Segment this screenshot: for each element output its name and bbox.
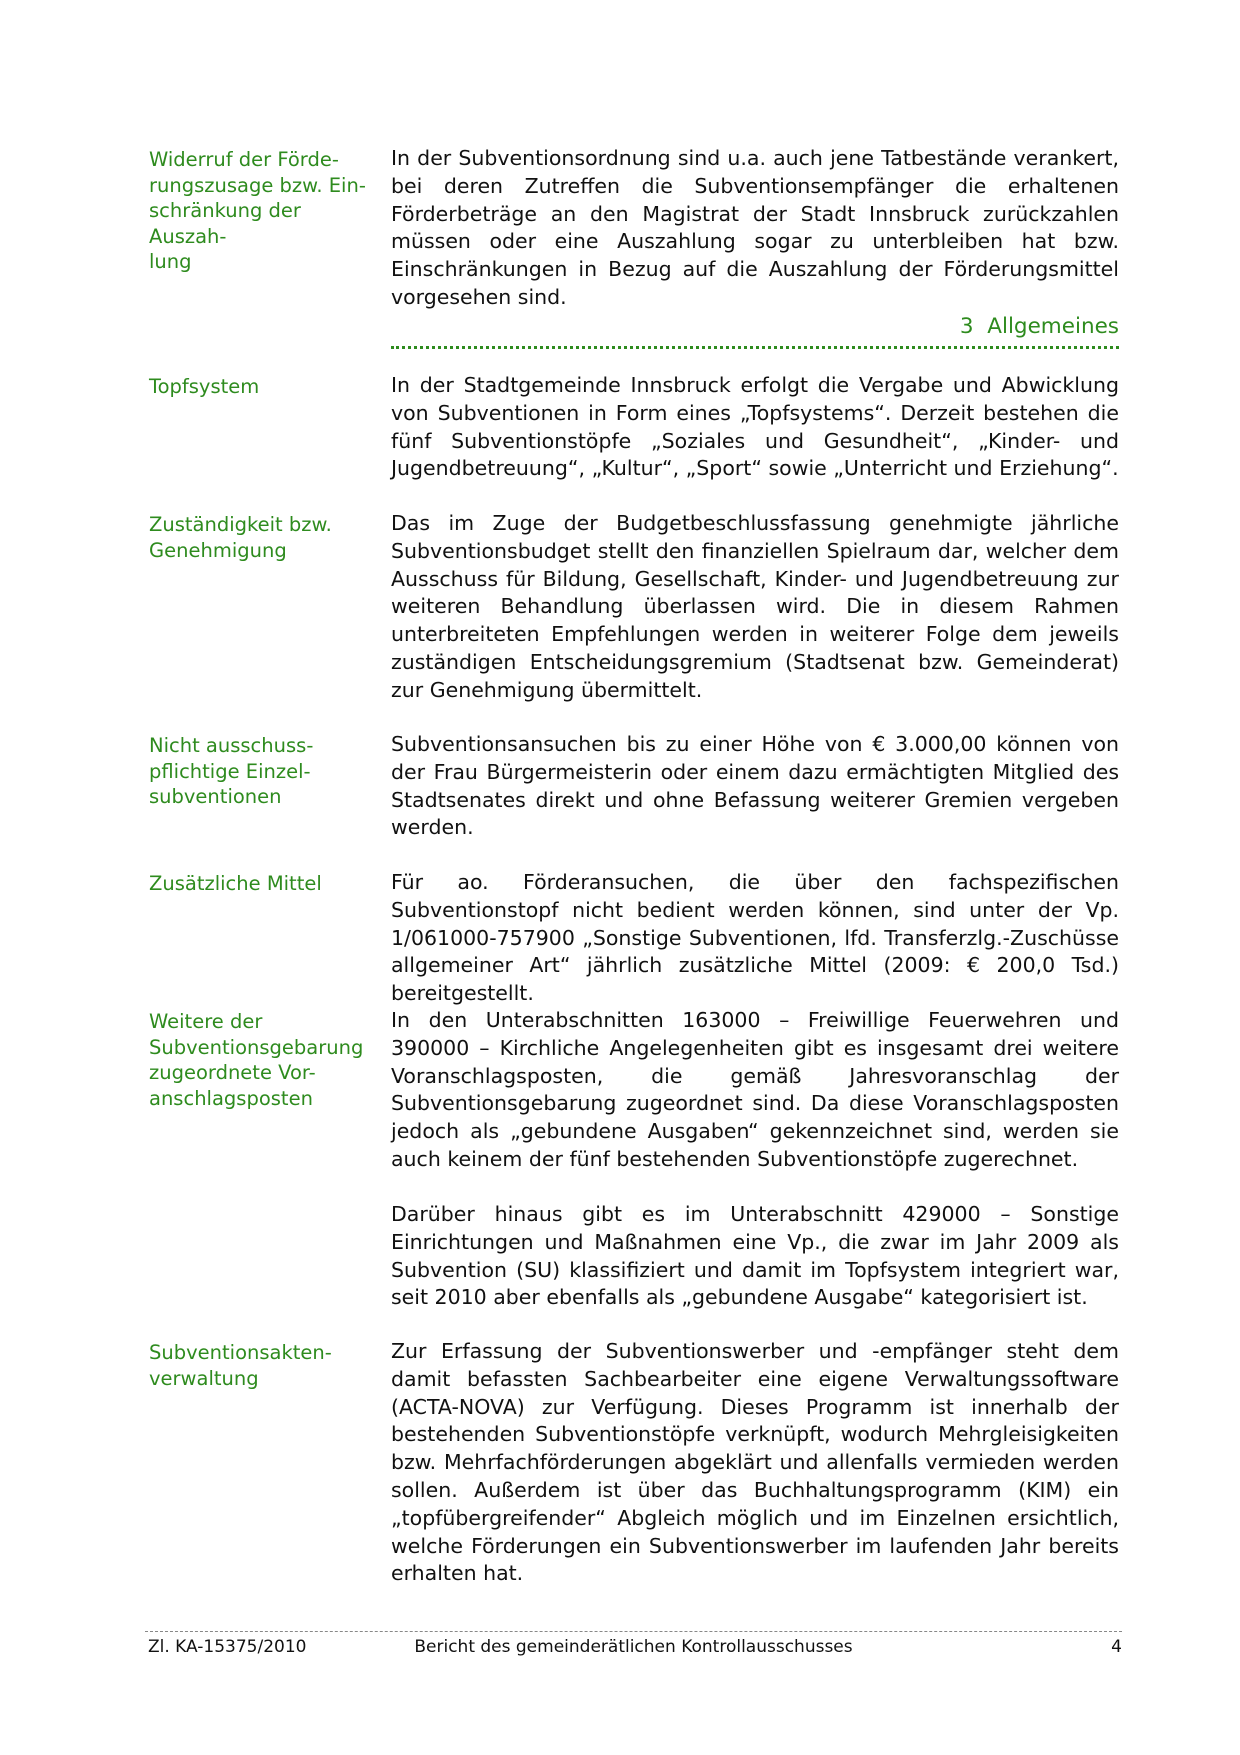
margin-note: Nicht ausschuss- pflichtige Einzel- subventionen <box>149 734 314 808</box>
margin-note: Topfsystem <box>149 375 260 398</box>
margin-note: Zusätzliche Mittel <box>149 872 322 895</box>
paragraph: Darüber hinaus gibt es im Unterabschnitt 429000 – Sonstige Einrichtungen und Maßnahmen eine Vp., die zwar im Jahr 2009 als Subvention (SU) klassifiziert und damit im Topfsystem integriert war, seit 2010 aber ebenfalls als „gebundene Ausgabe“ kategorisiert ist. <box>391 1202 1119 1310</box>
page-number: 4 <box>1111 1637 1122 1657</box>
margin-note: Weitere der Subventionsgebarung zugeordnete Vor- anschlagsposten <box>149 1010 364 1110</box>
paragraph: In den Unterabschnitten 163000 – Freiwillige Feuerwehren und 390000 – Kirchliche Angelegenheiten gibt es insgesamt drei weitere Voranschlagsposten, die gemäß Jahresvoranschlag der Subventionsgebarung zugeordnet sind. Da diese Voranschlagsposten jedoch als „gebundene Ausgaben“ gekennzeichnet sind, werden sie auch keinem der fünf bestehenden Subventionstöpfe zugerechnet. <box>391 1008 1119 1171</box>
margin-note: Widerruf der Förde- rungszusage bzw. Ein- schränkung der Auszah- lung <box>149 148 366 273</box>
paragraph: Subventionsansuchen bis zu einer Höhe von € 3.000,00 können von der Frau Bürgermeisterin oder einem dazu ermächtigten Mitglied des Stadtsenates direkt und ohne Befassung weiterer Gremien vergeben werden. <box>391 732 1119 840</box>
paragraph: Das im Zuge der Budgetbeschlussfassung genehmigte jährliche Subventionsbudget stellt den finanziellen Spielraum dar, welcher dem Ausschuss für Bildung, Gesellschaft, Kinder- und Jugendbetreuung zur weiteren Behandlung überlassen wird. Die in diesem Rahmen unterbreiteten Empfehlungen werden in weiterer Folge dem jeweils zuständigen Entscheidungsgremium (Stadtsenat bzw. Gemeinderat) zur Genehmigung übermittelt. <box>391 511 1119 702</box>
paragraph: In der Stadtgemeinde Innsbruck erfolgt die Vergabe und Abwicklung von Subventionen in Form eines „Topfsystems“. Derzeit bestehen die fünf Subventionstöpfe „Soziales und Gesundheit“, „Kinder- und Jugendbetreuung“, „Kultur“, „Sport“ sowie „Unterricht und Erziehung“. <box>391 373 1119 481</box>
margin-note: Zuständigkeit bzw. Genehmigung <box>149 513 332 562</box>
report-title: Bericht des gemeinderätlichen Kontrollausschusses <box>414 1637 853 1657</box>
document-reference: Zl. KA-15375/2010 <box>148 1637 307 1657</box>
page-footer <box>145 1631 1122 1657</box>
margin-note: Subventionsakten- verwaltung <box>149 1341 332 1390</box>
paragraph: Zur Erfassung der Subventionswerber und -empfänger steht dem damit befassten Sachbearbeiter eine eigene Verwaltungssoftware (ACTA-NOVA) zur Verfügung. Dieses Programm ist innerhalb der bestehenden Subventionstöpfe verknüpft, wodurch Mehrgleisigkeiten bzw. Mehrfachförderungen abgeklärt und allenfalls vermieden werden sollen. Außerdem ist über das Buchhaltungsprogramm (KIM) ein „topfübergreifender“ Abgleich möglich und im Einzelnen ersichtlich, welche Förderungen ein Subventionswerber im laufenden Jahr bereits erhalten hat. <box>391 1339 1119 1586</box>
paragraph: Für ao. Förderansuchen, die über den fachspezifischen Subventionstopf nicht bedient werden können, sind unter der Vp. 1/061000-757900 „Sonstige Subventionen, lfd. Transferzlg.-Zuschüsse allgemeiner Art“ jährlich zusätzliche Mittel (2009: € 200,0 Tsd.) bereitgestellt. <box>391 870 1119 1006</box>
section-heading: 3 Allgemeines <box>391 313 1119 349</box>
paragraph: In der Subventionsordnung sind u.a. auch jene Tatbestände verankert, bei deren Zutreffen die Subventionsempfänger die erhaltenen Förderbeträge an den Magistrat der Stadt Innsbruck zurückzahlen müssen oder eine Auszahlung sogar zu unterbleiben hat bzw. Einschränkungen in Bezug auf die Auszahlung der Förderungsmittel vorgesehen sind. <box>391 146 1119 309</box>
